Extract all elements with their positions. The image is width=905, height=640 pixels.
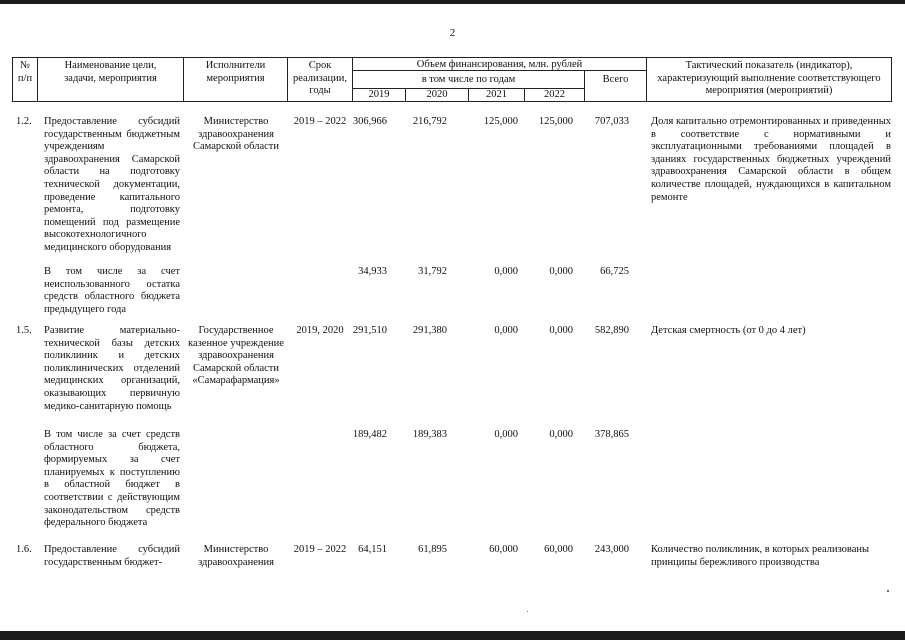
header-number: № п/п xyxy=(17,60,33,84)
row-executor: Министерство здравоохранения Самарской области xyxy=(193,116,279,153)
row-value-2020: 216,792 xyxy=(412,116,447,127)
header-by-years: в том числе по годам xyxy=(421,74,516,85)
row-name: Предоставление субсидий государственным бюджетным учреждениям здравоохранения Самарской области на подготовку технической документации, проведение капитального ремонта, подготовку помещений под размещение высокотехнологичного медицинского оборудования xyxy=(44,116,180,253)
row-indicator: Детская смертность (от 0 до 4 лет) xyxy=(651,325,806,336)
scan-speck xyxy=(527,611,528,612)
row-value-2019: 189,482 xyxy=(352,429,387,440)
row-value-2020: 189,383 xyxy=(412,429,447,440)
row-executor: Государственное казенное учреждение здравоохранения Самарской области «Самарафармация» xyxy=(188,325,284,387)
row-value-2021: 0,000 xyxy=(494,325,518,336)
scan-bottom-edge xyxy=(0,631,905,640)
header-indicator: Тактический показатель (индикатор), характеризующий выполнение соответствующего мероприятия (мероприятий) xyxy=(657,60,881,97)
row-value-2020: 31,792 xyxy=(418,266,447,277)
row-term: 2019 – 2022 xyxy=(293,544,347,555)
header-year-2019: 2019 xyxy=(368,89,390,100)
row-term: 2019 – 2022 xyxy=(293,116,347,127)
row-value-2021: 60,000 xyxy=(489,544,518,555)
header-total: Всего xyxy=(602,74,629,85)
row-value-2020: 291,380 xyxy=(412,325,447,336)
header-term: Срок реализации, годы xyxy=(293,60,347,97)
row-number: 1.6. xyxy=(16,544,32,555)
row-value-2022: 0,000 xyxy=(549,266,573,277)
header-name: Наименование цели, задачи, мероприятия xyxy=(64,60,157,84)
header-executors: Исполнители мероприятия xyxy=(205,60,266,84)
row-total: 243,000 xyxy=(594,544,629,555)
row-value-2019: 291,510 xyxy=(352,325,387,336)
header-year-2022: 2022 xyxy=(544,89,565,100)
row-value-2020: 61,895 xyxy=(418,544,447,555)
row-value-2021: 0,000 xyxy=(494,266,518,277)
scan-top-edge xyxy=(0,0,905,4)
row-total: 378,865 xyxy=(594,429,629,440)
row-value-2022: 125,000 xyxy=(538,116,573,127)
header-year-2020: 2020 xyxy=(426,89,448,100)
header-funding: Объем финансирования, млн. рублей xyxy=(416,59,583,70)
row-value-2022: 0,000 xyxy=(549,429,573,440)
row-total: 582,890 xyxy=(594,325,629,336)
row-indicator: Количество поликлиник, в которых реализованы принципы бережливого производства xyxy=(651,544,870,568)
row-value-2021: 0,000 xyxy=(494,429,518,440)
row-value-2019: 306,966 xyxy=(352,116,387,127)
row-number: 1.2. xyxy=(16,116,32,127)
row-value-2022: 0,000 xyxy=(549,325,573,336)
row-number: 1.5. xyxy=(16,325,32,336)
row-value-2019: 64,151 xyxy=(358,544,387,555)
row-name: В том числе за счет средств областного бюджета, формируемых за счет планируемых к поступлению в областной бюджет в соответствии с действующим законодательством средств федерального бюджета xyxy=(44,429,180,529)
row-term: 2019, 2020 xyxy=(296,325,344,336)
scan-speck xyxy=(887,590,889,592)
header-year-2021: 2021 xyxy=(486,89,507,100)
row-value-2019: 34,933 xyxy=(358,266,387,277)
row-total: 707,033 xyxy=(594,116,629,127)
row-executor: Министерство здравоохранения xyxy=(198,544,274,568)
row-indicator: Доля капитально отремонтированных и приведенных в соответствие с нормативными и эксплуатационными требованиями площадей в зданиях государственных бюджетных учреждений здравоохранения Самарской области в общем количестве площадей, нуждающихся в капитальном ремонте xyxy=(651,116,891,203)
row-name: Предоставление субсидий государственным бюджет- xyxy=(44,544,180,568)
row-name: Развитие материально-технической базы детских поликлиник и детских поликлинических отделений медицинских организаций, оказывающих первичную медико-санитарную помощь xyxy=(44,325,180,412)
row-value-2022: 60,000 xyxy=(544,544,573,555)
row-name: В том числе за счет неиспользованного остатка средств областного бюджета предыдущего года xyxy=(44,266,180,315)
row-total: 66,725 xyxy=(600,266,629,277)
row-value-2021: 125,000 xyxy=(483,116,518,127)
page-number: 2 xyxy=(449,27,456,39)
